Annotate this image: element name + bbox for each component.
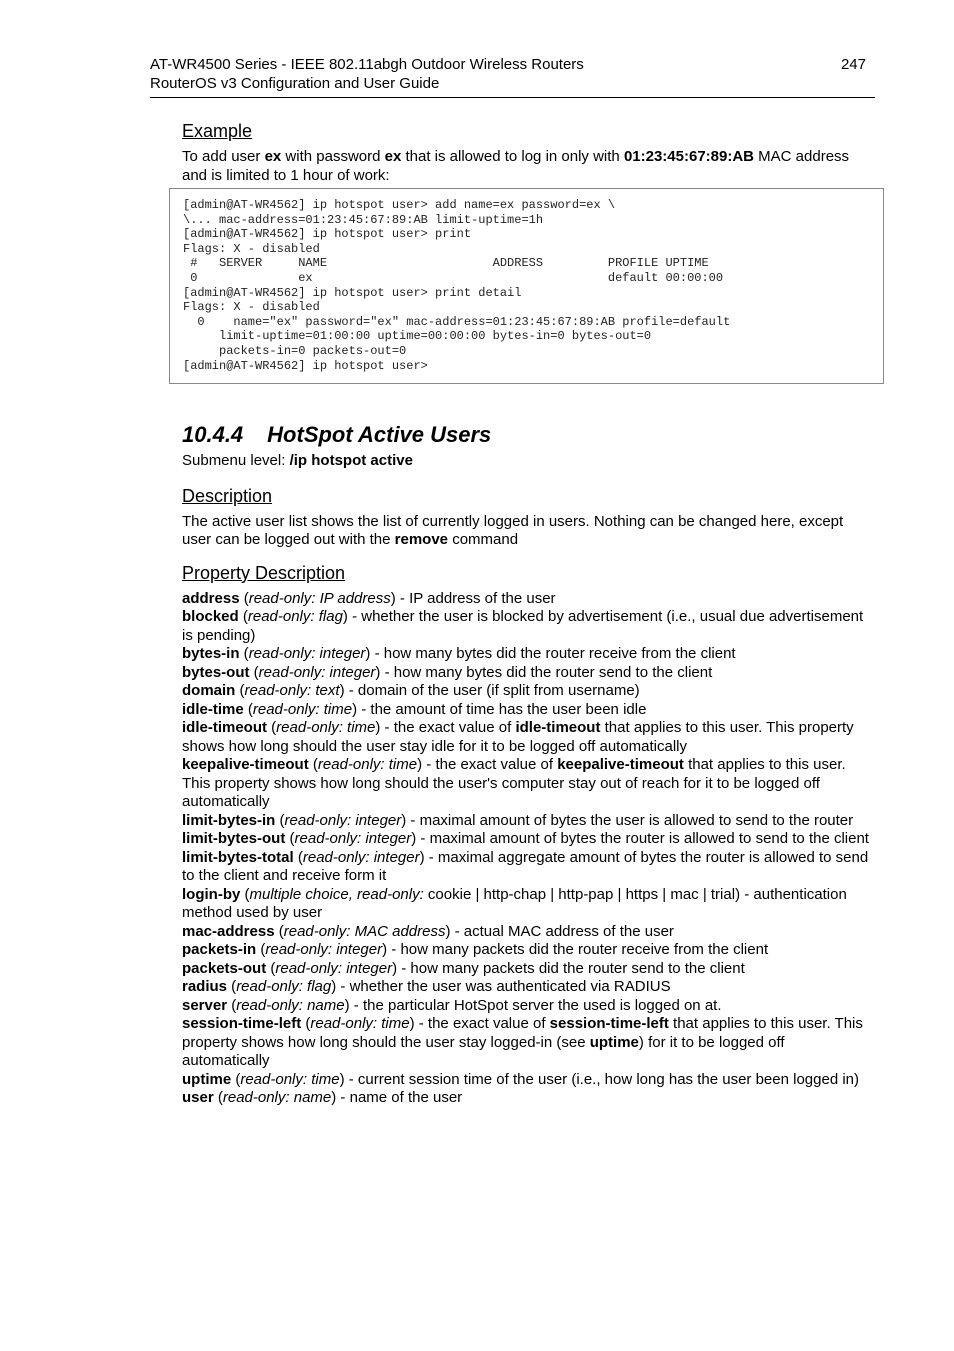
property-desc: - maximal aggregate amount of bytes the router is allowed to send to the client and receive form it [182, 848, 869, 885]
property-type: read-only: flag [236, 978, 332, 996]
property-desc: - the exact value of [414, 1015, 550, 1033]
property-type: read-only: integer [258, 663, 376, 681]
property-desc: - authentication method used by user [182, 885, 847, 922]
property-item: limit-bytes-in (read-only: integer) - maximal amount of bytes the user is allowed to send to the router [182, 811, 854, 829]
header-title: AT-WR4500 Series - IEEE 802.11abgh Outdoor Wireless Routers [150, 56, 584, 73]
property-name: packets-in [182, 941, 257, 959]
property-desc: - whether the user was authenticated via RADIUS [336, 978, 671, 996]
property-item: uptime (read-only: time) - current session time of the user (i.e., how long has the user been logged in) [182, 1070, 860, 1088]
page-content [182, 120, 875, 1108]
example-heading: Example [182, 121, 253, 141]
property-type: read-only: name [222, 1089, 332, 1107]
property-type: read-only: time [317, 756, 418, 774]
property-name: keepalive-timeout [182, 756, 309, 774]
property-name: blocked [182, 608, 239, 626]
property-item: keepalive-timeout (read-only: time) - the exact value of keepalive-timeout that applies to this user. This property shows how long should the user's computer stay out of reach for it to be logged off automatically [182, 756, 846, 811]
property-name: limit-bytes-total [182, 848, 294, 866]
property-name: idle-time [182, 700, 244, 718]
property-desc: - how many bytes did the router receive from the client [370, 645, 736, 663]
property-desc: - IP address of the user [395, 589, 556, 607]
property-desc: - name of the user [336, 1089, 463, 1107]
property-item: limit-bytes-total (read-only: integer) - maximal aggregate amount of bytes the router is allowed to send to the client and receive form it [182, 848, 869, 885]
property-type: read-only: time [252, 700, 353, 718]
description-heading: Description [182, 485, 273, 506]
property-type: multiple choice, read-only: [249, 885, 424, 903]
submenu-level: Submenu level: /ip hotspot active [182, 452, 413, 470]
property-type: read-only: integer [302, 848, 420, 866]
property-name: packets-out [182, 959, 267, 977]
property-desc: - the amount of time has the user been idle [357, 700, 647, 718]
header-subtitle: RouterOS v3 Configuration and User Guide [150, 75, 440, 92]
property-name: server [182, 996, 228, 1014]
property-type: read-only: integer [248, 645, 366, 663]
property-description-heading: Property Description [182, 562, 346, 583]
property-name: session-time-left [182, 1015, 302, 1033]
property-desc: - how many packets did the router receive from the client [387, 941, 769, 959]
property-item: login-by (multiple choice, read-only: cookie | http-chap | http-pap | https | mac | trial) - authentication method used by user [182, 885, 847, 922]
section-number: 10.4.4 [182, 422, 244, 448]
property-name: user [182, 1089, 214, 1107]
property-type: read-only: name [236, 996, 345, 1014]
property-item: user (read-only: name) - name of the user [182, 1089, 463, 1107]
property-item: packets-out (read-only: integer) - how many packets did the router send to the client [182, 959, 745, 977]
property-type: read-only: IP address [248, 589, 391, 607]
property-desc: - actual MAC address of the user [450, 922, 674, 940]
property-type: read-only: integer [284, 811, 402, 829]
property-item: address (read-only: IP address) - IP address of the user [182, 589, 556, 607]
property-name: mac-address [182, 922, 275, 940]
property-item: radius (read-only: flag) - whether the user was authenticated via RADIUS [182, 978, 671, 996]
property-type: read-only: time [310, 1015, 410, 1033]
property-desc: - how many packets did the router send to the client [397, 959, 745, 977]
property-item: limit-bytes-out (read-only: integer) - maximal amount of bytes the router is allowed to send to the client [182, 830, 869, 848]
code-example: [admin@AT-WR4562] ip hotspot user> add name=ex password=ex \ \... mac-address=01:23:45:67:89:AB limit-uptime=1h [admin@AT-WR4562] ip hotspot user> print Flags: X - disabled # SERVER NAME ADDRESS PROFILE UPTIME 0 ex default 00:00:00 [admin@AT-WR4562] ip hotspot user> print detail Flags: X - disabled 0 name="ex" password="ex" mac-address=01:23:45:67:89:AB profile=default limit-uptime=01:00:00 uptime=00:00:00 bytes-in=0 bytes-out=0 packets-in=0 packets-out=0 [admin@AT-WR4562] ip hotspot user> [183, 198, 731, 373]
property-desc: - maximal amount of bytes the router is allowed to send to the client [416, 830, 869, 848]
property-name: bytes-out [182, 663, 250, 681]
property-desc: - domain of the user (if split from username) [344, 682, 640, 700]
page-header [150, 55, 875, 98]
property-type: read-only: time [276, 719, 376, 737]
property-desc: - the particular HotSpot server the used is logged on at. [349, 996, 722, 1014]
example-intro: To add user ex with password ex that is allowed to log in only with 01:23:45:67:89:AB MAC address and is limited to 1 hour of work: [182, 148, 850, 184]
property-type: read-only: integer [275, 959, 393, 977]
property-name: limit-bytes-in [182, 811, 276, 829]
property-type: read-only: flag [247, 608, 343, 626]
property-item: bytes-in (read-only: integer) - how many bytes did the router receive from the client [182, 645, 736, 663]
property-name: radius [182, 978, 228, 996]
property-type: read-only: integer [265, 941, 383, 959]
property-desc: - the exact value of [422, 756, 558, 774]
property-list [182, 590, 875, 1108]
property-desc: - whether the user is blocked by advertisement (i.e., usual due advertisement is pending) [182, 608, 864, 644]
code-example-box [169, 188, 884, 384]
property-type: read-only: integer [294, 830, 412, 848]
property-item: idle-time (read-only: time) - the amount of time has the user been idle [182, 700, 647, 718]
section-title [182, 422, 875, 448]
property-item: session-time-left (read-only: time) - the exact value of session-time-left that applies to this user. This property shows how long should the user stay logged-in (see uptime) for it to be logged off automatically [182, 1015, 863, 1070]
property-type: read-only: MAC address [283, 922, 446, 940]
property-item: idle-timeout (read-only: time) - the exact value of idle-timeout that applies to this user. This property shows how long should the user stay idle for it to be logged off automatically [182, 719, 854, 755]
section-name: HotSpot Active Users [267, 422, 492, 448]
property-name: limit-bytes-out [182, 830, 286, 848]
property-name: domain [182, 682, 236, 700]
property-item: blocked (read-only: flag) - whether the user is blocked by advertisement (i.e., usual due advertisement is pending) [182, 608, 864, 644]
property-name: idle-timeout [182, 719, 267, 737]
property-item: domain (read-only: text) - domain of the user (if split from username) [182, 682, 640, 700]
property-name: bytes-in [182, 645, 240, 663]
property-type: read-only: text [244, 682, 340, 700]
description-text: The active user list shows the list of currently logged in users. Nothing can be changed here, except user can be logged out with the remove command [182, 512, 844, 549]
property-name: address [182, 589, 240, 607]
property-desc: - current session time of the user (i.e., how long has the user been logged in) [344, 1070, 860, 1088]
property-item: server (read-only: name) - the particular HotSpot server the used is logged on at. [182, 996, 722, 1014]
property-desc: - the exact value of [380, 719, 516, 737]
property-type: read-only: time [240, 1070, 340, 1088]
property-desc: - maximal amount of bytes the user is allowed to send to the router [406, 811, 854, 829]
property-name: login-by [182, 885, 241, 903]
property-name: uptime [182, 1070, 232, 1088]
property-item: mac-address (read-only: MAC address) - actual MAC address of the user [182, 922, 674, 940]
page-number: 247 [840, 56, 866, 73]
property-item: bytes-out (read-only: integer) - how many bytes did the router send to the client [182, 663, 713, 681]
property-item: packets-in (read-only: integer) - how many packets did the router receive from the client [182, 941, 769, 959]
property-desc: - how many bytes did the router send to the client [380, 663, 713, 681]
